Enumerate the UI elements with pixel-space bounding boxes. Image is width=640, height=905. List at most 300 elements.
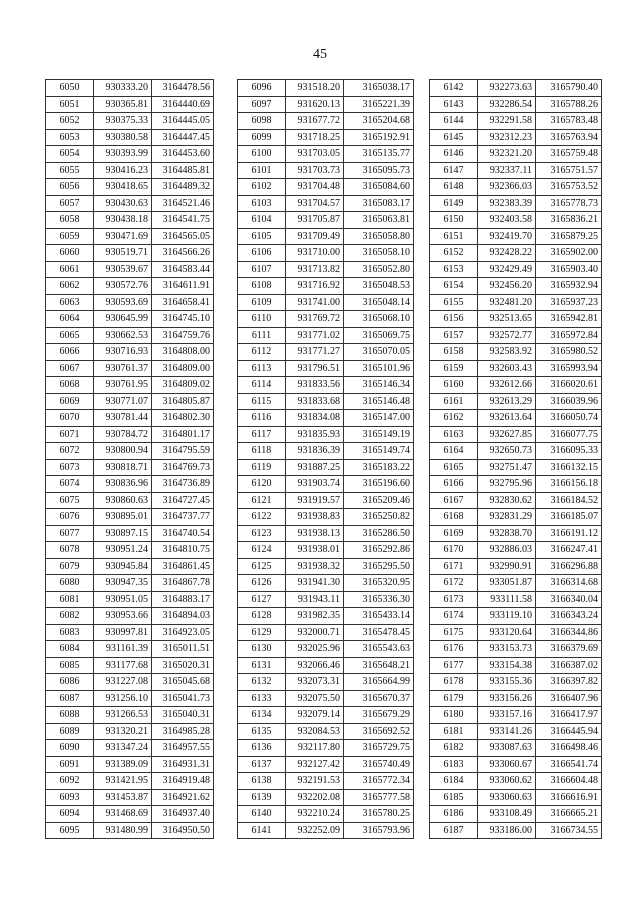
point-number-cell: 6120 [238,476,286,493]
table-row [430,443,602,460]
table-row [46,822,214,839]
point-number-cell: 6080 [46,575,94,592]
point-number-cell: 6083 [46,624,94,641]
table-row [238,311,414,328]
y-coordinate-cell: 3165740.49 [344,756,414,773]
point-number-cell: 6115 [238,393,286,410]
table-row [430,311,602,328]
x-coordinate-cell: 933060.62 [478,773,536,790]
table-row [46,740,214,757]
point-number-cell: 6079 [46,558,94,575]
point-number-cell: 6186 [430,806,478,823]
table-row [430,96,602,113]
x-coordinate-cell: 931833.68 [286,393,344,410]
point-number-cell: 6177 [430,657,478,674]
table-row [430,212,602,229]
y-coordinate-cell: 3165084.60 [344,179,414,196]
y-coordinate-cell: 3164740.54 [152,525,214,542]
y-coordinate-cell: 3164759.76 [152,327,214,344]
x-coordinate-cell: 932252.09 [286,822,344,839]
x-coordinate-cell: 930784.72 [94,426,152,443]
point-number-cell: 6066 [46,344,94,361]
x-coordinate-cell: 933060.63 [478,789,536,806]
point-number-cell: 6103 [238,195,286,212]
y-coordinate-cell: 3165993.94 [536,360,602,377]
y-coordinate-cell: 3164957.55 [152,740,214,757]
point-number-cell: 6155 [430,294,478,311]
x-coordinate-cell: 932210.24 [286,806,344,823]
x-coordinate-cell: 932572.77 [478,327,536,344]
y-coordinate-cell: 3165052.80 [344,261,414,278]
point-number-cell: 6128 [238,608,286,625]
x-coordinate-cell: 931834.08 [286,410,344,427]
y-coordinate-cell: 3165135.77 [344,146,414,163]
y-coordinate-cell: 3165295.50 [344,558,414,575]
y-coordinate-cell: 3164795.59 [152,443,214,460]
y-coordinate-cell: 3164565.05 [152,228,214,245]
x-coordinate-cell: 931796.51 [286,360,344,377]
y-coordinate-cell: 3165753.52 [536,179,602,196]
table-row [238,261,414,278]
coordinate-table-1 [45,79,214,839]
table-row [430,558,602,575]
y-coordinate-cell: 3166050.74 [536,410,602,427]
point-number-cell: 6135 [238,723,286,740]
point-number-cell: 6158 [430,344,478,361]
x-coordinate-cell: 932403.58 [478,212,536,229]
y-coordinate-cell: 3166397.82 [536,674,602,691]
x-coordinate-cell: 930947.35 [94,575,152,592]
x-coordinate-cell: 932627.85 [478,426,536,443]
point-number-cell: 6053 [46,129,94,146]
table-row [46,393,214,410]
y-coordinate-cell: 3165648.21 [344,657,414,674]
x-coordinate-cell: 931518.20 [286,80,344,97]
y-coordinate-cell: 3164919.48 [152,773,214,790]
x-coordinate-cell: 930416.23 [94,162,152,179]
x-coordinate-cell: 931938.83 [286,509,344,526]
point-number-cell: 6156 [430,311,478,328]
x-coordinate-cell: 932079.14 [286,707,344,724]
point-number-cell: 6107 [238,261,286,278]
y-coordinate-cell: 3165664.99 [344,674,414,691]
point-number-cell: 6179 [430,690,478,707]
table-row [46,723,214,740]
x-coordinate-cell: 932613.64 [478,410,536,427]
x-coordinate-cell: 930593.69 [94,294,152,311]
y-coordinate-cell: 3165793.96 [344,822,414,839]
x-coordinate-cell: 933111.58 [478,591,536,608]
table-row [238,723,414,740]
y-coordinate-cell: 3166020.61 [536,377,602,394]
point-number-cell: 6172 [430,575,478,592]
y-coordinate-cell: 3165063.81 [344,212,414,229]
table-row [238,822,414,839]
table-row [238,624,414,641]
table-row [430,179,602,196]
point-number-cell: 6102 [238,179,286,196]
y-coordinate-cell: 3165070.05 [344,344,414,361]
table-row [238,113,414,130]
table-row [238,245,414,262]
point-number-cell: 6124 [238,542,286,559]
table-row [238,179,414,196]
table-row [46,476,214,493]
table-row [46,509,214,526]
x-coordinate-cell: 930375.33 [94,113,152,130]
point-number-cell: 6109 [238,294,286,311]
table-row [238,657,414,674]
table-row [46,789,214,806]
table-row [430,426,602,443]
x-coordinate-cell: 932513.65 [478,311,536,328]
y-coordinate-cell: 3165937.23 [536,294,602,311]
point-number-cell: 6076 [46,509,94,526]
point-number-cell: 6165 [430,459,478,476]
point-number-cell: 6175 [430,624,478,641]
point-number-cell: 6069 [46,393,94,410]
point-number-cell: 6133 [238,690,286,707]
y-coordinate-cell: 3165147.00 [344,410,414,427]
table-row [430,360,602,377]
y-coordinate-cell: 3164745.10 [152,311,214,328]
table-row [238,360,414,377]
point-number-cell: 6092 [46,773,94,790]
table-row [430,509,602,526]
y-coordinate-cell: 3165146.34 [344,377,414,394]
table-row [238,476,414,493]
x-coordinate-cell: 932202.08 [286,789,344,806]
table-row [46,624,214,641]
point-number-cell: 6050 [46,80,94,97]
x-coordinate-cell: 932886.03 [478,542,536,559]
table-row [46,294,214,311]
table-row [238,756,414,773]
y-coordinate-cell: 3164867.78 [152,575,214,592]
y-coordinate-cell: 3164727.45 [152,492,214,509]
point-number-cell: 6151 [430,228,478,245]
y-coordinate-cell: 3165692.52 [344,723,414,740]
y-coordinate-cell: 3164985.28 [152,723,214,740]
x-coordinate-cell: 932000.71 [286,624,344,641]
table-row [46,344,214,361]
y-coordinate-cell: 3165095.73 [344,162,414,179]
y-coordinate-cell: 3165292.86 [344,542,414,559]
table-row [46,360,214,377]
point-number-cell: 6096 [238,80,286,97]
point-number-cell: 6095 [46,822,94,839]
x-coordinate-cell: 930662.53 [94,327,152,344]
x-coordinate-cell: 933119.10 [478,608,536,625]
x-coordinate-cell: 931256.10 [94,690,152,707]
point-number-cell: 6100 [238,146,286,163]
x-coordinate-cell: 930393.99 [94,146,152,163]
point-number-cell: 6164 [430,443,478,460]
table-row [46,129,214,146]
point-number-cell: 6108 [238,278,286,295]
point-number-cell: 6129 [238,624,286,641]
point-number-cell: 6065 [46,327,94,344]
y-coordinate-cell: 3165068.10 [344,311,414,328]
point-number-cell: 6159 [430,360,478,377]
y-coordinate-cell: 3165286.50 [344,525,414,542]
x-coordinate-cell: 931713.82 [286,261,344,278]
point-number-cell: 6180 [430,707,478,724]
x-coordinate-cell: 932337.11 [478,162,536,179]
y-coordinate-cell: 3164950.50 [152,822,214,839]
x-coordinate-cell: 931161.39 [94,641,152,658]
y-coordinate-cell: 3164440.69 [152,96,214,113]
point-number-cell: 6183 [430,756,478,773]
y-coordinate-cell: 3164808.00 [152,344,214,361]
x-coordinate-cell: 930818.71 [94,459,152,476]
table-row [238,146,414,163]
table-row [430,377,602,394]
y-coordinate-cell: 3166314.68 [536,575,602,592]
x-coordinate-cell: 932795.96 [478,476,536,493]
table-row [430,707,602,724]
x-coordinate-cell: 931710.00 [286,245,344,262]
table-row [238,410,414,427]
point-number-cell: 6125 [238,558,286,575]
point-number-cell: 6170 [430,542,478,559]
y-coordinate-cell: 3165543.63 [344,641,414,658]
y-coordinate-cell: 3164809.02 [152,377,214,394]
point-number-cell: 6058 [46,212,94,229]
point-number-cell: 6144 [430,113,478,130]
y-coordinate-cell: 3166616.91 [536,789,602,806]
page-number: 45 [313,47,327,62]
y-coordinate-cell: 3166156.18 [536,476,602,493]
table-row [238,426,414,443]
x-coordinate-cell: 931704.48 [286,179,344,196]
x-coordinate-cell: 930761.37 [94,360,152,377]
point-number-cell: 6077 [46,525,94,542]
table-row [430,492,602,509]
y-coordinate-cell: 3164923.05 [152,624,214,641]
point-number-cell: 6169 [430,525,478,542]
x-coordinate-cell: 932366.03 [478,179,536,196]
y-coordinate-cell: 3165196.60 [344,476,414,493]
y-coordinate-cell: 3164894.03 [152,608,214,625]
y-coordinate-cell: 3166734.55 [536,822,602,839]
point-number-cell: 6106 [238,245,286,262]
x-coordinate-cell: 930836.96 [94,476,152,493]
x-coordinate-cell: 931982.35 [286,608,344,625]
table-row [430,773,602,790]
table-row [430,591,602,608]
point-number-cell: 6055 [46,162,94,179]
table-row [46,410,214,427]
x-coordinate-cell: 931887.25 [286,459,344,476]
y-coordinate-cell: 3166191.12 [536,525,602,542]
table-row [238,228,414,245]
point-number-cell: 6099 [238,129,286,146]
table-row [430,261,602,278]
x-coordinate-cell: 930430.63 [94,195,152,212]
table-row [46,542,214,559]
x-coordinate-cell: 932481.20 [478,294,536,311]
point-number-cell: 6113 [238,360,286,377]
table-row [430,162,602,179]
table-row [238,806,414,823]
table-row [430,146,602,163]
y-coordinate-cell: 3165778.73 [536,195,602,212]
table-row [430,789,602,806]
x-coordinate-cell: 930781.44 [94,410,152,427]
x-coordinate-cell: 933186.00 [478,822,536,839]
y-coordinate-cell: 3165192.91 [344,129,414,146]
x-coordinate-cell: 932073.31 [286,674,344,691]
x-coordinate-cell: 933108.49 [478,806,536,823]
y-coordinate-cell: 3165083.17 [344,195,414,212]
x-coordinate-cell: 931266.53 [94,707,152,724]
table-row [238,740,414,757]
x-coordinate-cell: 932273.63 [478,80,536,97]
y-coordinate-cell: 3164583.44 [152,261,214,278]
y-coordinate-cell: 3166604.48 [536,773,602,790]
y-coordinate-cell: 3165763.94 [536,129,602,146]
table-row [46,575,214,592]
table-row [430,723,602,740]
x-coordinate-cell: 933120.64 [478,624,536,641]
y-coordinate-cell: 3165011.51 [152,641,214,658]
point-number-cell: 6166 [430,476,478,493]
y-coordinate-cell: 3164931.31 [152,756,214,773]
point-number-cell: 6112 [238,344,286,361]
point-number-cell: 6154 [430,278,478,295]
x-coordinate-cell: 932613.29 [478,393,536,410]
table-row [430,294,602,311]
y-coordinate-cell: 3164489.32 [152,179,214,196]
table-row [430,410,602,427]
point-number-cell: 6087 [46,690,94,707]
table-row [46,228,214,245]
y-coordinate-cell: 3164810.75 [152,542,214,559]
x-coordinate-cell: 932127.42 [286,756,344,773]
x-coordinate-cell: 930519.71 [94,245,152,262]
point-number-cell: 6091 [46,756,94,773]
y-coordinate-cell: 3164658.41 [152,294,214,311]
y-coordinate-cell: 3165902.00 [536,245,602,262]
table-row [430,756,602,773]
y-coordinate-cell: 3164805.87 [152,393,214,410]
point-number-cell: 6185 [430,789,478,806]
table-row [238,773,414,790]
x-coordinate-cell: 932286.54 [478,96,536,113]
point-number-cell: 6094 [46,806,94,823]
table-row [430,278,602,295]
y-coordinate-cell: 3166340.04 [536,591,602,608]
point-number-cell: 6150 [430,212,478,229]
table-row [46,525,214,542]
x-coordinate-cell: 932025.96 [286,641,344,658]
x-coordinate-cell: 931741.00 [286,294,344,311]
x-coordinate-cell: 930471.69 [94,228,152,245]
table-row [46,591,214,608]
point-number-cell: 6089 [46,723,94,740]
x-coordinate-cell: 931177.68 [94,657,152,674]
point-number-cell: 6148 [430,179,478,196]
y-coordinate-cell: 3166132.15 [536,459,602,476]
table-row [430,459,602,476]
table-row [238,558,414,575]
point-number-cell: 6147 [430,162,478,179]
point-number-cell: 6173 [430,591,478,608]
y-coordinate-cell: 3165433.14 [344,608,414,625]
table-row [46,212,214,229]
y-coordinate-cell: 3165679.29 [344,707,414,724]
x-coordinate-cell: 932075.50 [286,690,344,707]
x-coordinate-cell: 933060.67 [478,756,536,773]
point-number-cell: 6085 [46,657,94,674]
x-coordinate-cell: 931903.74 [286,476,344,493]
y-coordinate-cell: 3165149.74 [344,443,414,460]
table-row [238,443,414,460]
point-number-cell: 6143 [430,96,478,113]
table-row [46,113,214,130]
x-coordinate-cell: 931943.11 [286,591,344,608]
x-coordinate-cell: 930365.81 [94,96,152,113]
x-coordinate-cell: 932429.49 [478,261,536,278]
table-row [430,542,602,559]
point-number-cell: 6181 [430,723,478,740]
x-coordinate-cell: 930897.15 [94,525,152,542]
point-number-cell: 6174 [430,608,478,625]
x-coordinate-cell: 933154.38 [478,657,536,674]
y-coordinate-cell: 3164478.56 [152,80,214,97]
y-coordinate-cell: 3164445.05 [152,113,214,130]
table-row [46,608,214,625]
x-coordinate-cell: 933153.73 [478,641,536,658]
y-coordinate-cell: 3164566.26 [152,245,214,262]
y-coordinate-cell: 3165320.95 [344,575,414,592]
table-row [238,162,414,179]
y-coordinate-cell: 3165250.82 [344,509,414,526]
table-row [46,443,214,460]
table-row [430,228,602,245]
x-coordinate-cell: 932990.91 [478,558,536,575]
y-coordinate-cell: 3166379.69 [536,641,602,658]
point-number-cell: 6137 [238,756,286,773]
table-row [430,822,602,839]
table-row [46,278,214,295]
x-coordinate-cell: 931227.08 [94,674,152,691]
x-coordinate-cell: 932084.53 [286,723,344,740]
y-coordinate-cell: 3165670.37 [344,690,414,707]
x-coordinate-cell: 933051.87 [478,575,536,592]
point-number-cell: 6073 [46,459,94,476]
x-coordinate-cell: 931620.13 [286,96,344,113]
y-coordinate-cell: 3165478.45 [344,624,414,641]
table-row [46,657,214,674]
x-coordinate-cell: 932419.70 [478,228,536,245]
point-number-cell: 6088 [46,707,94,724]
point-number-cell: 6126 [238,575,286,592]
point-number-cell: 6131 [238,657,286,674]
x-coordinate-cell: 930800.94 [94,443,152,460]
table-row [238,608,414,625]
table-row [430,690,602,707]
x-coordinate-cell: 931320.21 [94,723,152,740]
point-number-cell: 6057 [46,195,94,212]
x-coordinate-cell: 933155.36 [478,674,536,691]
point-number-cell: 6061 [46,261,94,278]
y-coordinate-cell: 3165729.75 [344,740,414,757]
table-row [46,96,214,113]
point-number-cell: 6142 [430,80,478,97]
table-row [238,278,414,295]
